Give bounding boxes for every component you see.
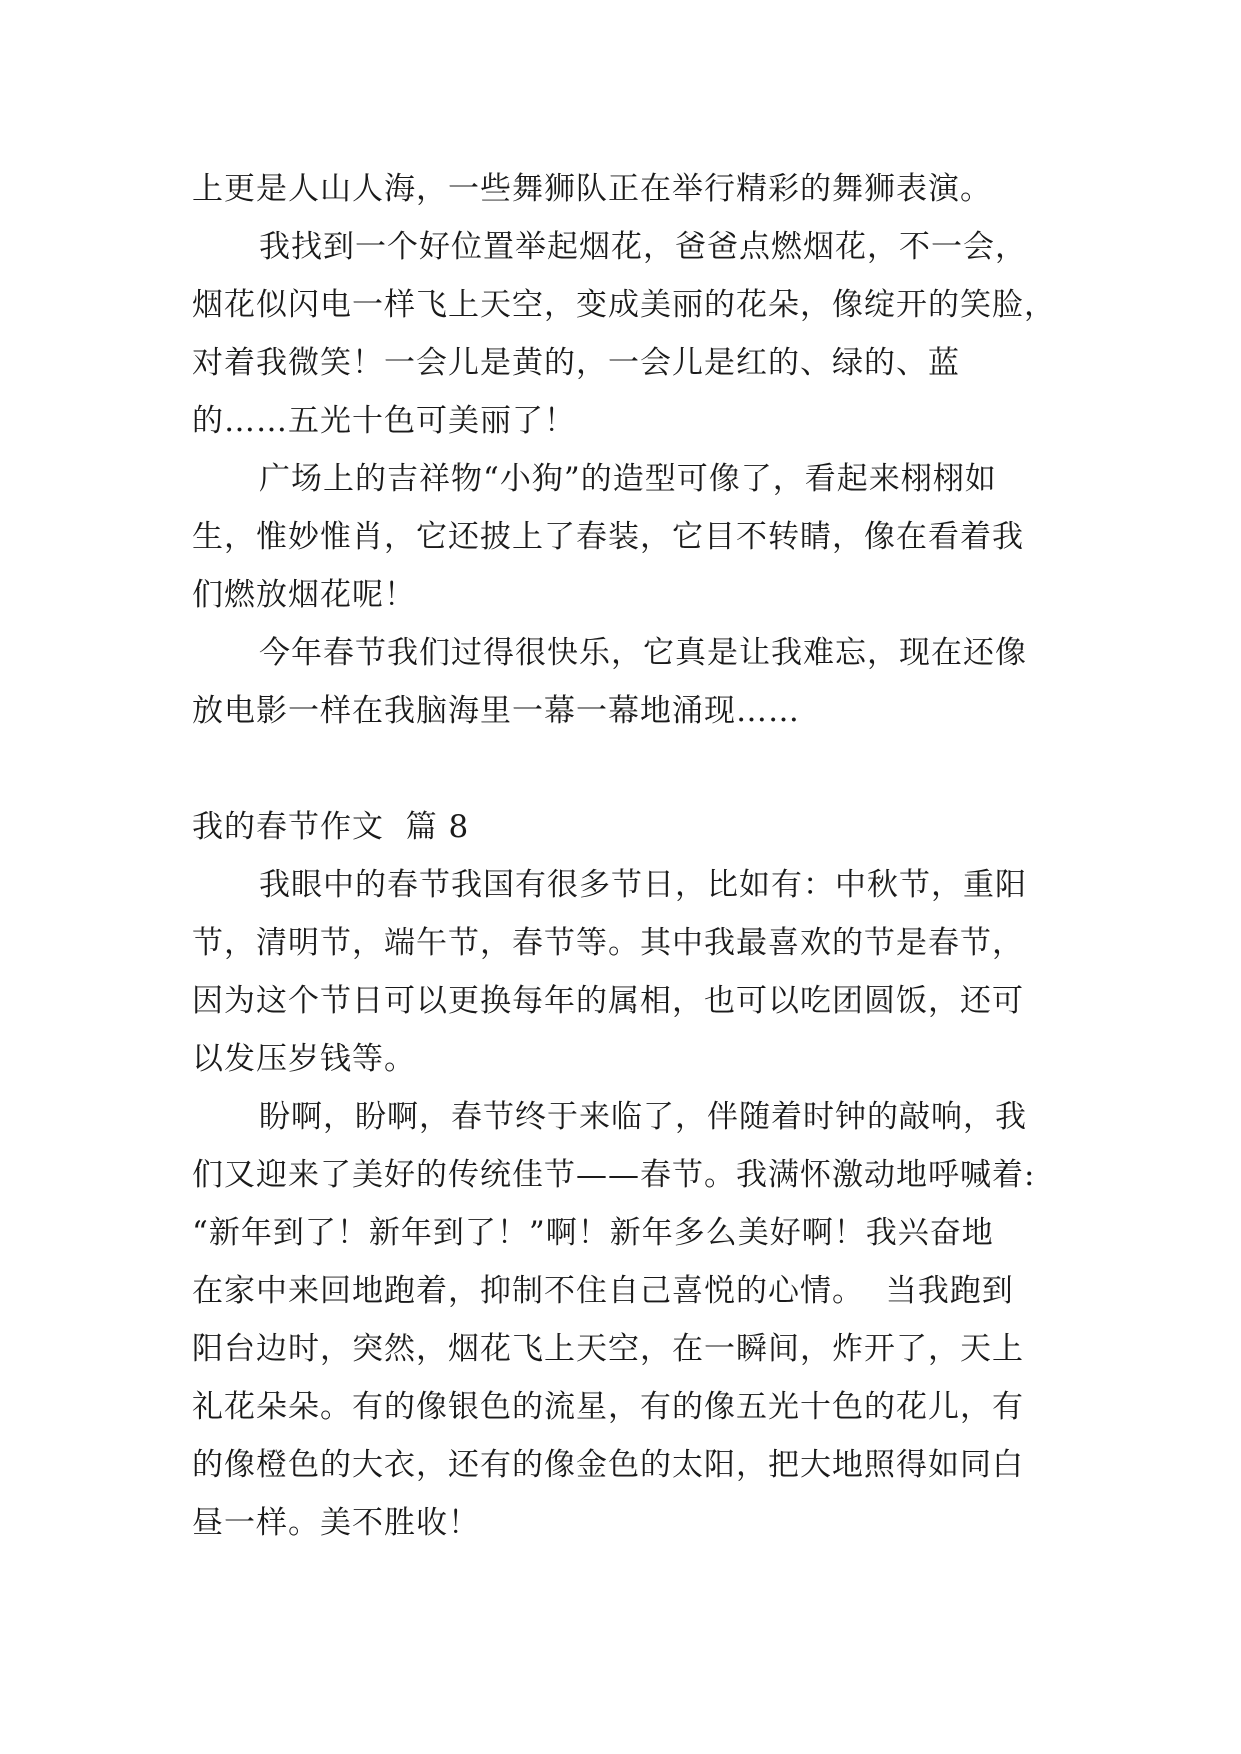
paragraph-line: 在家中来回地跑着，抑制不住自己喜悦的心情。 当我跑到: [192, 1273, 1014, 1309]
paragraph-line: 广场上的吉祥物“小狗”的造型可像了，看起来栩栩如: [259, 461, 997, 497]
paragraph-line: 对着我微笑！一会儿是黄的，一会儿是红的、绿的、蓝: [192, 345, 960, 381]
paragraph-line: 礼花朵朵。有的像银色的流星，有的像五光十色的花儿，有: [192, 1389, 1024, 1425]
paragraph-line: 们燃放烟花呢！: [192, 577, 416, 613]
section-heading: 我的春节作文 篇 8: [192, 809, 470, 845]
paragraph-line: “新年到了！新年到了！”啊！新年多么美好啊！我兴奋地: [192, 1215, 994, 1251]
paragraph-line: 生，惟妙惟肖，它还披上了春装，它目不转睛，像在看着我: [192, 519, 1024, 555]
paragraph-line: 节，清明节，端午节，春节等。其中我最喜欢的节是春节，: [192, 925, 1024, 961]
paragraph-line: 我眼中的春节我国有很多节日，比如有：中秋节，重阳: [259, 867, 1027, 903]
paragraph-line: 的像橙色的大衣，还有的像金色的太阳，把大地照得如同白: [192, 1447, 1024, 1483]
paragraph-line: 阳台边时，突然，烟花飞上天空，在一瞬间，炸开了，天上: [192, 1331, 1024, 1367]
paragraph-line: 以发压岁钱等。: [192, 1041, 416, 1077]
paragraph-line: 昼一样。美不胜收！: [192, 1505, 480, 1541]
paragraph-line: 上更是人山人海，一些舞狮队正在举行精彩的舞狮表演。: [192, 171, 992, 207]
paragraph-line: 我找到一个好位置举起烟花，爸爸点燃烟花，不一会，: [259, 229, 1027, 265]
paragraph-line: 今年春节我们过得很快乐，它真是让我难忘，现在还像: [259, 635, 1027, 671]
section-gap: [192, 740, 1062, 798]
paragraph-line: 烟花似闪电一样飞上天空，变成美丽的花朵，像绽开的笑脸，: [192, 287, 1056, 323]
paragraph-line: 因为这个节日可以更换每年的属相，也可以吃团圆饭，还可: [192, 983, 1024, 1019]
paragraph-line: 的……五光十色可美丽了！: [192, 403, 576, 439]
paragraph-line: 放电影一样在我脑海里一幕一幕地涌现……: [192, 693, 800, 729]
document-body: [192, 160, 1062, 1552]
paragraph-line: 们又迎来了美好的传统佳节——春节。我满怀激动地呼喊着:: [192, 1157, 1036, 1193]
paragraph-line: 盼啊，盼啊，春节终于来临了，伴随着时钟的敲响，我: [259, 1099, 1027, 1135]
